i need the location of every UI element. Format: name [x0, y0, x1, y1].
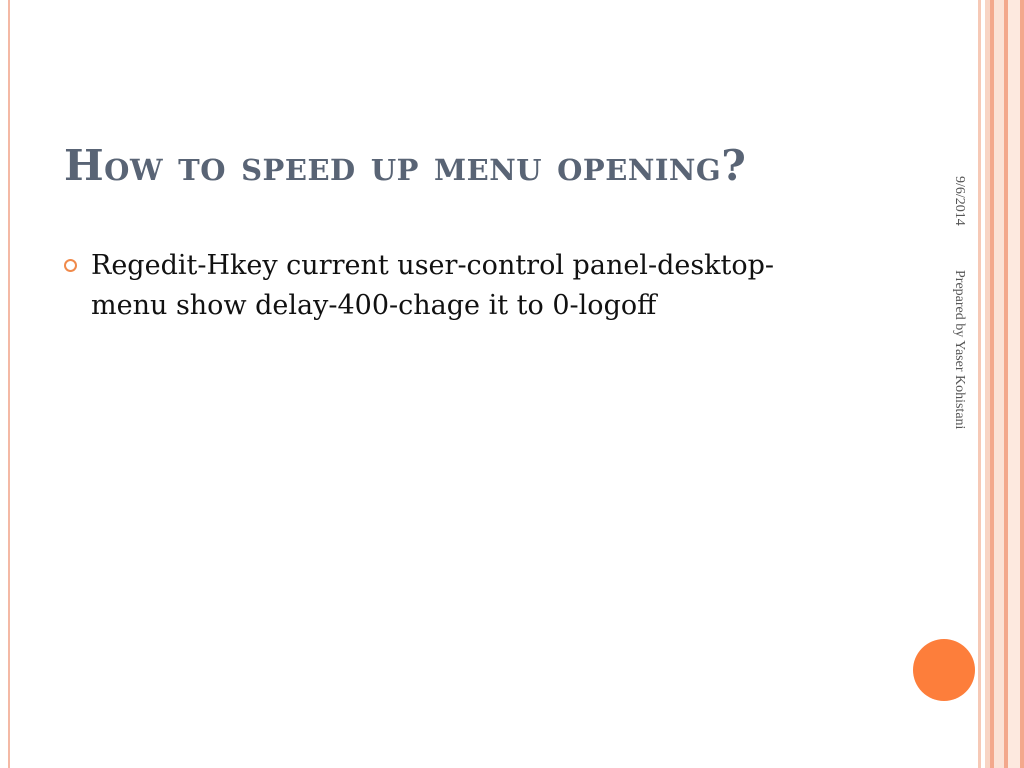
- right-stripe: [994, 0, 1004, 768]
- right-stripe: [1020, 0, 1024, 768]
- bullet-text: Regedit-Hkey current user-control panel-desktop-menu show delay-400-chage it to 0-logoff: [91, 250, 775, 321]
- slide-content: [64, 246, 784, 326]
- bullet-circle-icon: [64, 259, 77, 272]
- decorative-circle: [913, 639, 975, 701]
- bullet-item: [64, 246, 784, 326]
- right-stripe: [978, 0, 981, 768]
- slide-title: How to speed up menu opening?: [64, 141, 747, 190]
- footer-author: Prepared by Yaser Kohistani: [952, 270, 967, 430]
- left-border: [8, 0, 10, 768]
- footer-date: 9/6/2014: [952, 176, 967, 226]
- right-stripe: [1008, 0, 1020, 768]
